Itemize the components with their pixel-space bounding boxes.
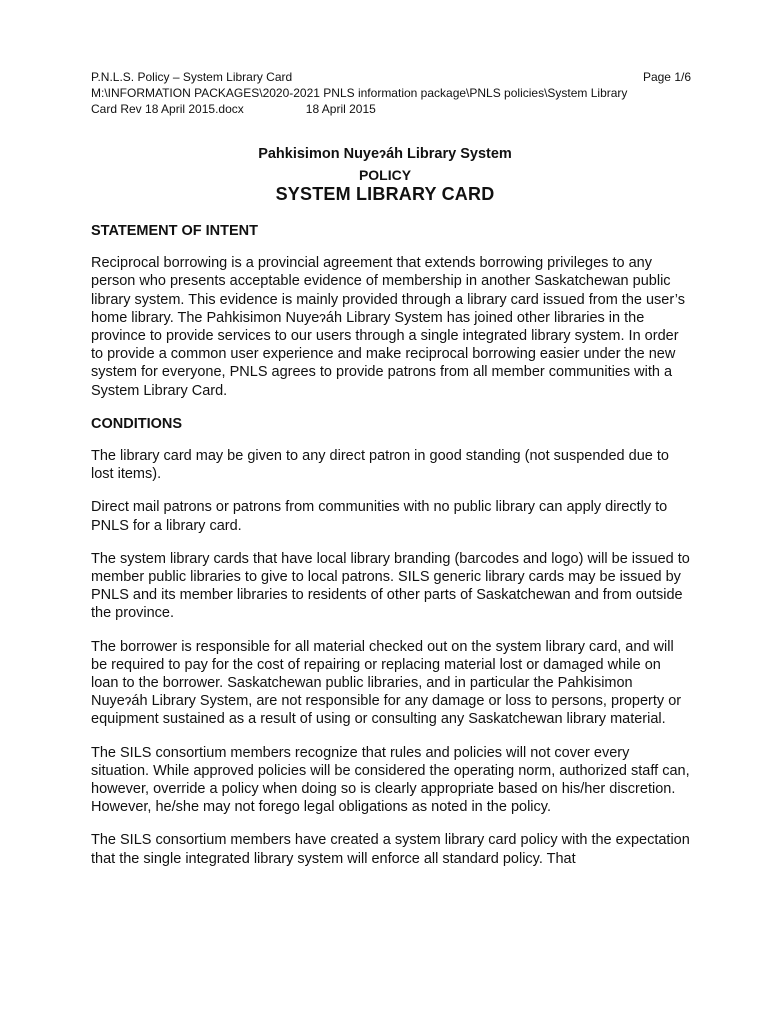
intent-paragraph: Reciprocal borrowing is a provincial agreement that extends borrowing privileges to any person who presents acceptable evidence of membership in another Saskatchewan public library system. This evidence is mainly provided through a library card issued from the user’s home library. The Pahkisimon Nuyeɂáh Library System has joined other libraries in the province to provide services to our users through a single integrated library system. In order to provide a common user experience and make reciprocal borrowing easier under the new system for everyone, PNLS agrees to provide patrons from all member communities with a System Library Card. <box>91 255 685 399</box>
header-policy-name: P.N.L.S. Policy – System Library Card <box>91 70 293 84</box>
document-body <box>91 222 691 883</box>
conditions-heading: CONDITIONS <box>91 415 183 432</box>
header-date: 18 April 2015 <box>305 102 376 116</box>
document-title: SYSTEM LIBRARY CARD <box>275 184 495 204</box>
condition-paragraph: The library card may be given to any direct patron in good standing (not suspended due to lost items). <box>91 448 669 483</box>
condition-paragraph: The SILS consortium members have created a system library card policy with the expectation that the single integrated library system will enforce all standard policy. That <box>91 832 690 867</box>
condition-paragraph: Direct mail patrons or patrons from communities with no public library can apply directly to PNLS for a library card. <box>91 499 668 534</box>
intent-heading: STATEMENT OF INTENT <box>91 223 259 239</box>
header-file-name: Card Rev 18 April 2015.docx <box>91 102 244 116</box>
condition-paragraph: The SILS consortium members recognize that rules and policies will not cover every situation. While approved policies will be considered the operating norm, authorized staff can, however, override a policy when doing so is clearly appropriate based on his/her discretion. However, he/she may not forego legal obligations as noted in the policy. <box>91 744 690 816</box>
header-file-path: M:\INFORMATION PACKAGES\2020-2021 PNLS information package\PNLS policies\System Library <box>91 86 628 100</box>
header-page-number: Page 1/6 <box>642 70 691 84</box>
page-header <box>91 69 691 117</box>
organization-name: Pahkisimon Nuyeɂáh Library System <box>258 146 512 162</box>
policy-label: POLICY <box>358 167 412 183</box>
condition-paragraph: The system library cards that have local library branding (barcodes and logo) will be issued to member public libraries to give to local patrons. SILS generic library cards may be issued by PNLS and its member libraries to residents of other parts of Saskatchewan and from outside the province. <box>91 550 690 622</box>
condition-paragraph: The borrower is responsible for all material checked out on the system library card, and will be required to pay for the cost of repairing or replacing material lost or damaged while on loan to the borrower. Saskatchewan public libraries, and in particular the Pahkisimon Nuyeɂáh Library System, are not responsible for any damage or loss to persons, property or equipment sustained as a result of using or consulting any Saskatchewan library material. <box>91 638 682 728</box>
